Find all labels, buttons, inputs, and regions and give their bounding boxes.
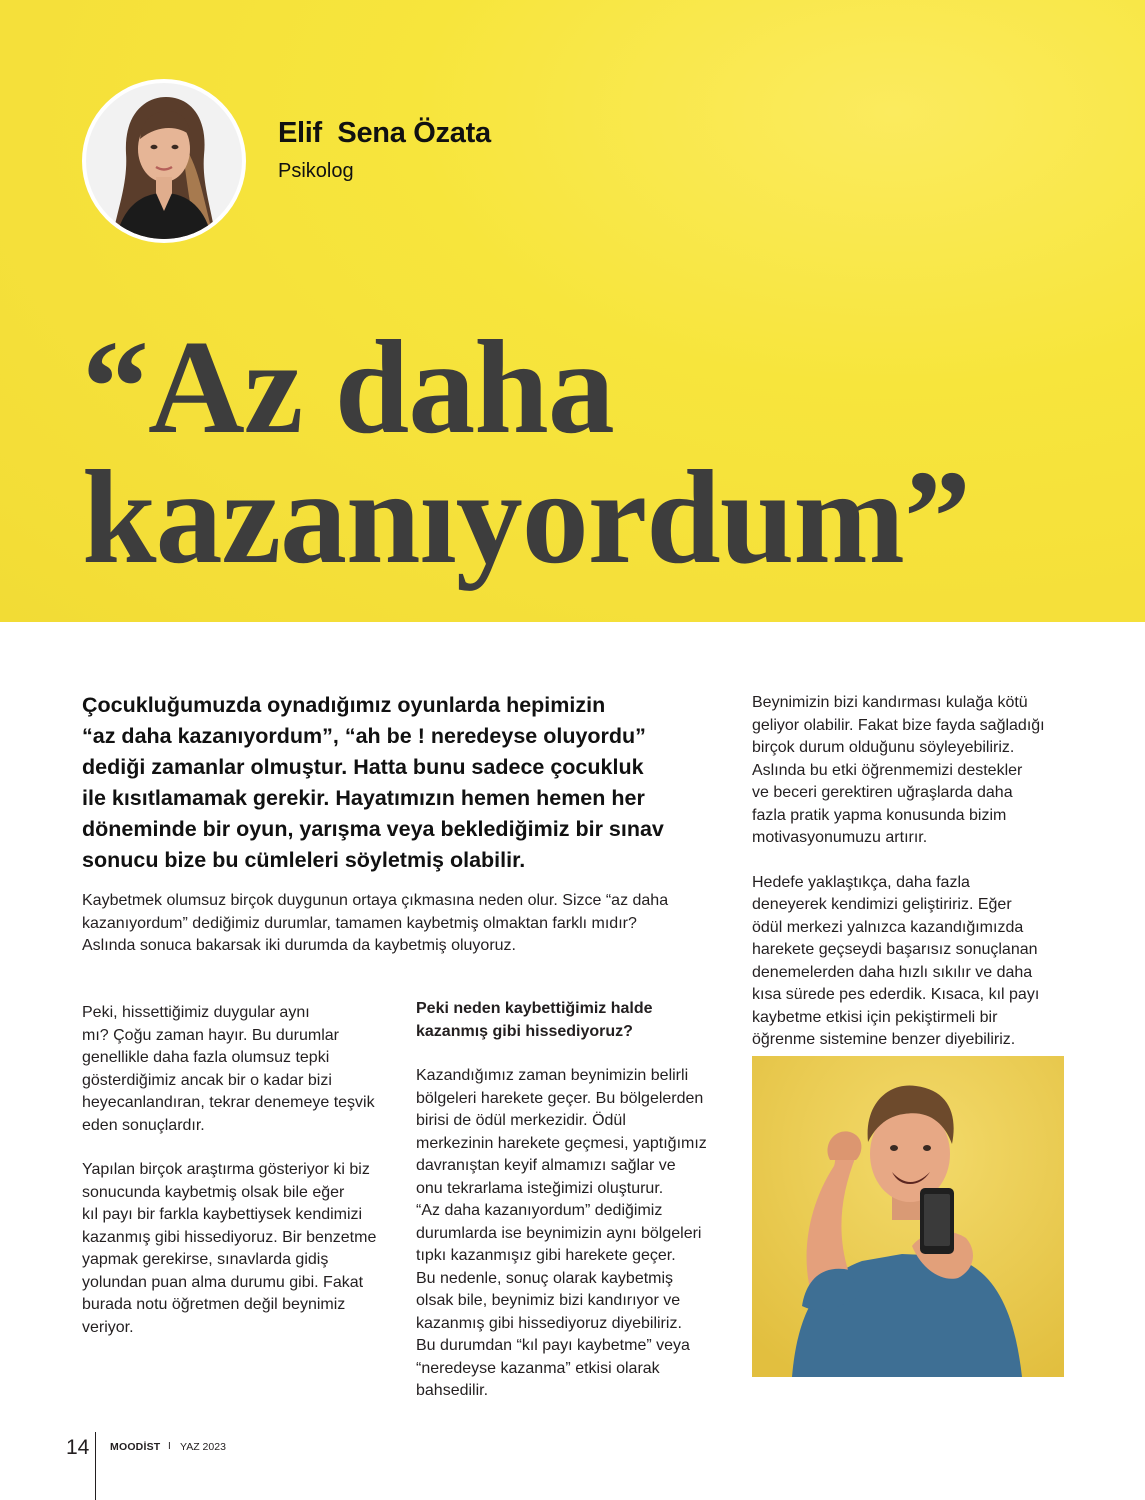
body-line: yapmak gerekirse, sınavlarda gidiş xyxy=(82,1251,329,1268)
lead-line: döneminde bir oyun, yarışma veya beklediğimiz bir sınav xyxy=(82,817,664,841)
body-line: motivasyonumuzu artırır. xyxy=(752,829,928,846)
intro-line: kazanıyordum” dediğimiz durumlar, tamamen kaybetmiş olmaktan farklı mıdır? xyxy=(82,914,637,932)
author-avatar xyxy=(82,79,246,243)
intro-line: Kaybetmek olumsuz birçok duygunun ortaya çıkmasına neden olur. Sizce “az daha xyxy=(82,892,669,909)
body-line: birçok durum olduğunu söyleyebiliriz. xyxy=(752,739,1015,756)
paragraph-gap xyxy=(416,1043,736,1065)
body-line: Kazandığımız zaman beynimizin belirli xyxy=(416,1067,689,1084)
body-line: Bu durumdan “kıl payı kaybetme” veya xyxy=(416,1337,690,1354)
body-line: ve beceri gerektiren uğraşlarda daha xyxy=(752,784,1013,801)
body-line: Hedefe yaklaştıkça, daha fazla xyxy=(752,873,970,891)
body-line: Bu nedenle, sonuç olarak kaybetmiş xyxy=(416,1269,674,1287)
subheading-line: kazanmış gibi hissediyoruz? xyxy=(416,1022,633,1040)
body-line: kıl payı bir farkla kaybettiysek kendimizi xyxy=(82,1206,363,1223)
author-portrait-image xyxy=(86,83,242,239)
paragraph-gap xyxy=(752,850,1072,872)
author-title: Psikolog xyxy=(278,160,354,182)
body-line: durumlarda ise beynimizin aynı bölgeleri xyxy=(416,1224,702,1242)
body-line: davranıştan keyif almamızı sağlar ve xyxy=(416,1157,676,1174)
cheering-man-illustration xyxy=(752,1056,1064,1377)
author-name: Elif Sena Özata xyxy=(278,117,491,149)
body-line: denemelerden daha hızlı sıkılır ve daha xyxy=(752,963,1033,981)
body-line: “neredeyse kazanma” etkisi olarak xyxy=(416,1359,660,1377)
body-line: tıpkı kazanmışız gibi harekete geçer. xyxy=(416,1247,676,1264)
body-line: gösterdiğimiz ancak bir o kadar bizi xyxy=(82,1071,332,1089)
body-line: onu tekrarlama isteğimizi oluşturur. xyxy=(416,1179,664,1197)
text-column-middle xyxy=(416,998,736,1403)
lead-line: sonucu bize bu cümleleri söyletmiş olabilir. xyxy=(82,848,526,872)
body-line: geliyor olabilir. Fakat bize fayda sağladığı xyxy=(752,716,1045,734)
body-line: heyecanlandıran, tekrar denemeye teşvik xyxy=(82,1094,375,1111)
body-line: kaybetme etkisi için pekiştirmeli bir xyxy=(752,1008,998,1026)
lead-line: “az daha kazanıyordum”, “ah be ! neredeyse oluyordu” xyxy=(82,724,646,748)
intro-line: Aslında sonuca bakarsak iki durumda da kaybetmiş oluyoruz. xyxy=(82,937,516,954)
body-paragraph xyxy=(82,1002,402,1137)
body-line: “Az daha kazanıyordum” dediğimiz xyxy=(416,1202,663,1219)
body-line: birisi de ödül merkezidir. Ödül xyxy=(416,1112,626,1129)
body-paragraph xyxy=(416,1065,736,1403)
body-line: deneyerek kendimizi geliştiririz. Eğer xyxy=(752,896,1012,913)
intro-paragraph xyxy=(82,890,722,958)
lead-line: ile kısıtlamamak gerekir. Hayatımızın hemen hemen her xyxy=(82,786,645,810)
magazine-name: MOODİST xyxy=(110,1441,161,1453)
text-column-left xyxy=(82,1002,402,1339)
body-line: eden sonuçlardır. xyxy=(82,1116,205,1134)
body-line: sonucunda kaybetmiş olsak bile eğer xyxy=(82,1183,345,1201)
cheering-man-photo xyxy=(752,1056,1064,1377)
section-subheading xyxy=(416,998,736,1043)
body-line: bölgeleri harekete geçer. Bu bölgelerden xyxy=(416,1089,704,1107)
headline-line: “Az daha xyxy=(82,313,614,461)
body-line: Peki, hissettiğimiz duygular aynı xyxy=(82,1004,310,1021)
body-line: Beynimizin bizi kandırması kulağa kötü xyxy=(752,694,1028,711)
lead-paragraph xyxy=(82,690,722,876)
body-line: olsak bile, beynimiz bizi kandırıyor ve xyxy=(416,1292,681,1309)
footer-separator: I xyxy=(168,1441,171,1452)
issue-label: YAZ 2023 xyxy=(180,1441,226,1453)
body-line: öğrenme sistemine benzer diyebiliriz. xyxy=(752,1031,1016,1048)
body-line: genellikle daha fazla olumsuz tepki xyxy=(82,1049,330,1066)
body-paragraph xyxy=(752,872,1072,1052)
body-line: mı? Çoğu zaman hayır. Bu durumlar xyxy=(82,1026,340,1044)
body-paragraph xyxy=(752,692,1072,850)
article-headline xyxy=(82,313,970,591)
headline-line: kazanıyordum” xyxy=(82,443,970,591)
footer-divider xyxy=(95,1432,96,1500)
body-line: yolundan puan alma durumu gibi. Fakat xyxy=(82,1273,364,1291)
body-line: harekete geçseydi başarısız sonuçlanan xyxy=(752,941,1038,958)
body-line: burada notu öğretmen değil beynimiz xyxy=(82,1296,346,1313)
body-line: kazanmış gibi hissediyoruz diyebiliriz. xyxy=(416,1314,682,1332)
body-line: kazanmış gibi hissediyoruz. Bir benzetme xyxy=(82,1228,377,1246)
body-line: Aslında bu etki öğrenmemizi destekler xyxy=(752,761,1023,779)
body-line: kısa sürede pes ederdik. Kısaca, kıl payı xyxy=(752,986,1040,1003)
body-line: fazla pratik yapma konusunda bizim xyxy=(752,806,1007,824)
body-paragraph xyxy=(82,1159,402,1339)
body-line: ödül merkezi yalnızca kazandığımızda xyxy=(752,918,1024,936)
text-column-right xyxy=(752,692,1072,1052)
page-number: 14 xyxy=(66,1436,90,1459)
subheading-line: Peki neden kaybettiğimiz halde xyxy=(416,1000,653,1017)
body-line: merkezinin harekete geçmesi, yaptığımız xyxy=(416,1134,707,1152)
lead-line: Çocukluğumuzda oynadığımız oyunlarda hepimizin xyxy=(82,693,606,717)
lead-line: dediği zamanlar olmuştur. Hatta bunu sadece çocukluk xyxy=(82,755,644,779)
body-line: veriyor. xyxy=(82,1318,134,1336)
paragraph-gap xyxy=(82,1137,402,1159)
body-line: bahsedilir. xyxy=(416,1382,489,1399)
body-line: Yapılan birçok araştırma gösteriyor ki biz xyxy=(82,1161,370,1178)
